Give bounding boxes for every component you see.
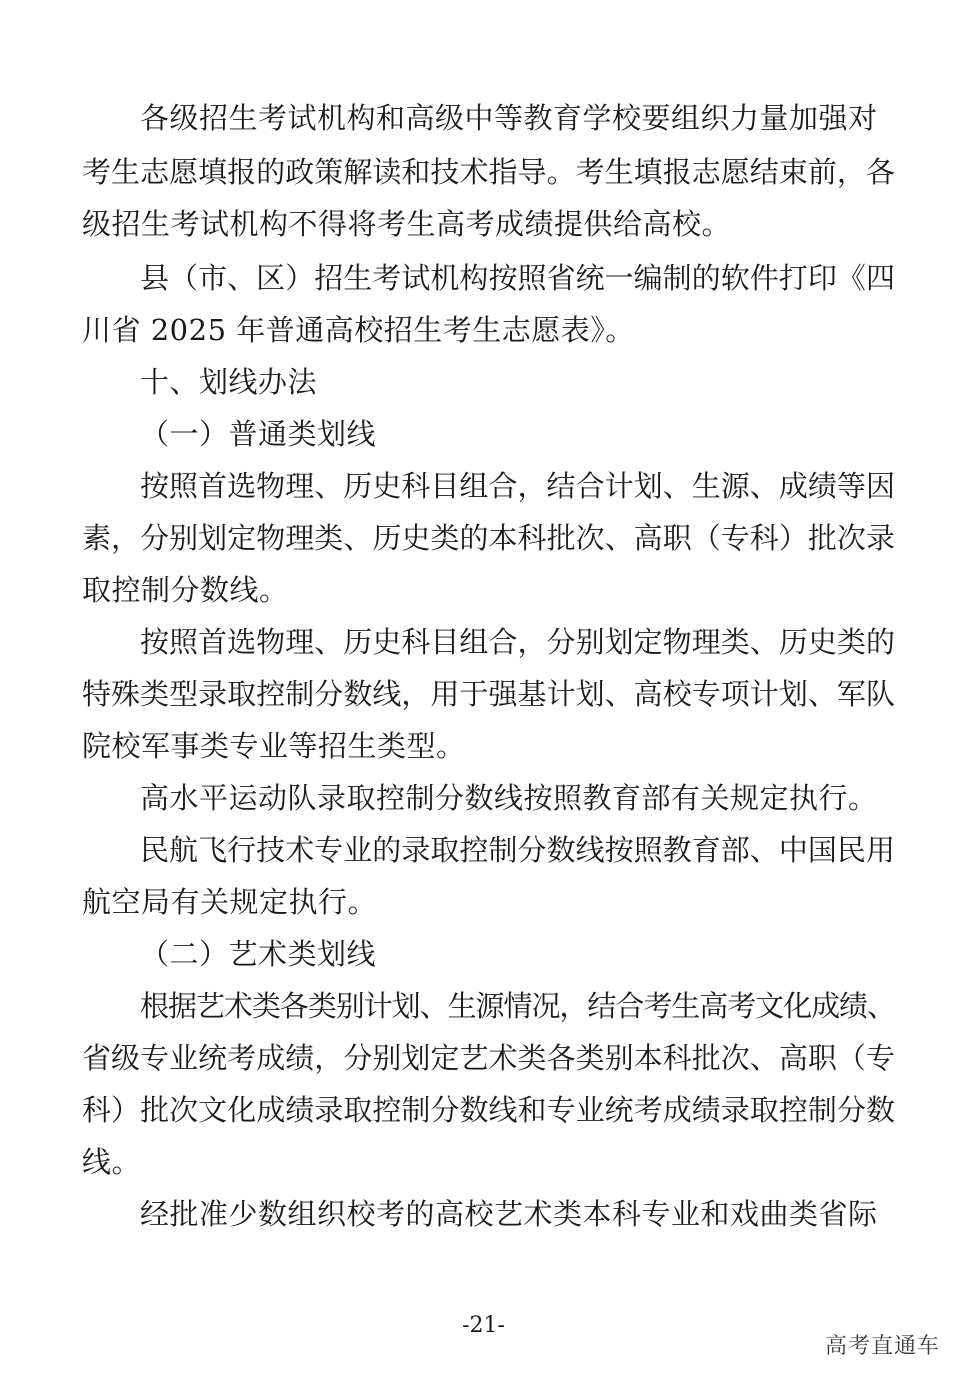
page-number: -21- — [462, 1313, 505, 1338]
watermark-text: 高考直通车 — [824, 1334, 940, 1359]
document-page: 各级招生考试机构和高级中等教育学校要组织力量加强对 考生志愿填报的政策解读和技术指导。考生填报志愿结束前，各 级招生考试机构不得将考生高考成绩提供给高校。 县（市、区）招生考试机构按照省统一编制的软件打印《四 川省 2025 年普通高校招生考生志愿表》。 十、划线办法 （一）普通类划线 按照首选物理、历史科目组合，结合计划、生源、成绩等因 素，分别划定物理类、历史类的本科批次、高职（专科）批次录 取控制分数线。 按照首选物理、历史科目组合，分别划定物理类、历史类的 特殊类型录取控制分数线，用于强基计划、高校专项计划、军队 院校军事类专业等招生类型。 高水平运动队录取控制分数线按照教育部有关规定执行。 民航飞行技术专业的录取控制分数线按照教育部、中国民用 航空局有关规定执行。 （二）艺术类划线 根据艺术类各类别计划、生源情况，结合考生高考文化成绩、 省级专业统考成绩，分别划定艺术类各类别本科批次、高职（专 科）批次文化成绩录取控制分数线和专业统考成绩录取控制分数 线。 经批准少数组织校考的高校艺术类本科专业和戏曲类省际 -21- 高考直通车 — [0, 0, 967, 1385]
